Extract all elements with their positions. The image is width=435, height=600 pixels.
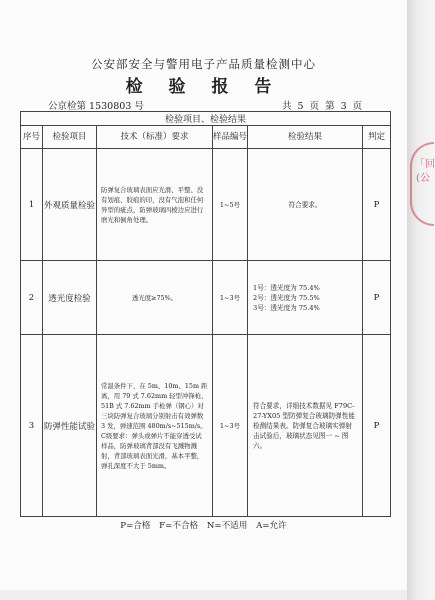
column-header-result: 检验结果 — [248, 126, 363, 149]
result-line: 2号：透光度为 75.5% — [253, 293, 320, 302]
row-sample: 1~3号 — [213, 261, 248, 335]
results-table — [20, 111, 391, 517]
column-header-verdict: 判定 — [363, 126, 391, 149]
table-row — [21, 261, 391, 335]
row-verdict: P — [363, 261, 391, 335]
row-seq: 2 — [21, 261, 43, 335]
row-verdict: P — [363, 335, 391, 517]
row-result: 符合要求，详细技术数据见 F79C-27-YX05 型防弹复合玻璃防弹性能检测结果表。防弹复合玻璃实弹射击试验后，玻璃状态见图一 ~ 图六。 — [248, 335, 363, 517]
row-verdict: P — [363, 149, 391, 261]
row-seq: 1 — [21, 149, 43, 261]
section-header-row — [21, 112, 391, 126]
row-requirement: 防弹复合玻璃表面应光滑、平整、没有划痕、胶痕的印，没有气泡和任何异型的疵点，防弹玻璃四棱边应进行磨光和倒角处理。 — [97, 149, 213, 261]
row-seq: 3 — [21, 335, 43, 517]
seal-stamp-fragment: 「回 (公 — [410, 142, 434, 226]
table-row — [21, 149, 391, 261]
document-title: 检 验 报 告 — [125, 77, 282, 97]
row-requirement: 透光度≥75%。 — [97, 261, 213, 335]
column-header-sample: 样品编号 — [213, 126, 248, 149]
section-title: 检验项目、检验结果 — [21, 112, 391, 126]
column-header-item: 检验项目 — [43, 126, 97, 149]
table-row — [21, 335, 391, 517]
row-sample: 1~5号 — [213, 149, 248, 261]
column-header-row — [21, 126, 391, 149]
row-requirement: 常温条件下，在 5m、10m、15m 距离，用 79 式 7.62mm 轻型冲锋枪、51B 式 7.62mm 手枪弹（钢心）对三块防弹复合玻璃分别射击有效弹数 3 发，弹速范围 480m/s~515m/s。C级要求：弹头或弹片不能穿透受试样品，防弹玻璃背部没有飞溅物溅射，背部玻璃表面光滑，基本平整，弹孔深度不大于 5mm。 — [97, 335, 213, 517]
row-item: 外观质量检验 — [43, 149, 97, 261]
organization-name: 公安部安全与警用电子产品质量检测中心 — [91, 57, 316, 71]
result-line: 1号：透光度为 75.4% — [253, 283, 320, 292]
results-table-wrapper — [20, 111, 390, 517]
row-item: 防弹性能试验 — [43, 335, 97, 517]
row-result-lines — [248, 261, 363, 335]
column-header-requirement: 技术（标准）要求 — [97, 126, 213, 149]
page-edge — [407, 0, 435, 600]
report-number: 公京检第 1530803 号 — [48, 101, 144, 112]
row-result: 符合要求。 — [248, 149, 363, 261]
row-item: 透光度检验 — [43, 261, 97, 335]
page-info: 共 5 页 第 3 页 — [282, 101, 363, 112]
column-header-seq: 序号 — [21, 126, 43, 149]
verdict-legend: P=合格 F=不合格 N=不适用 A=允许 — [120, 521, 287, 531]
row-sample: 1~3号 — [213, 335, 248, 517]
result-line: 3号：透光度为 75.4% — [253, 303, 320, 312]
